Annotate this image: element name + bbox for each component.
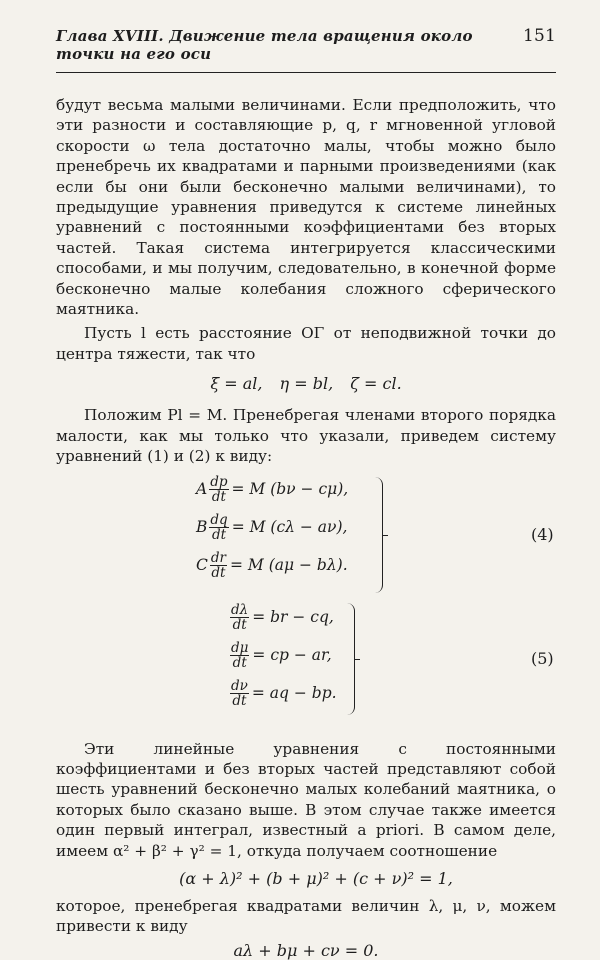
formula-identity: (α + λ)² + (b + μ)² + (c + ν)² = 1, <box>179 868 453 888</box>
page-number: 151 <box>522 26 556 46</box>
paragraph-5: которое, пренебрегая квадратами величин λ, μ, ν, можем привести к виду <box>56 896 556 936</box>
equation-number-5: (5) <box>531 648 554 668</box>
equation-5-2: $\frac{d\mu}{dt}$ = cp − ar, <box>231 639 332 671</box>
paragraph-3: Положим Pl = M. Пренебрегая членами второго порядка малости, как мы только что указали, приведем систему уравнений (1) и (2) к виду: <box>56 406 556 466</box>
running-header <box>56 26 556 63</box>
equation-5-1: $\frac{d\lambda}{dt}$ = br − cq, <box>231 601 334 633</box>
equation-number-4: (4) <box>531 524 554 544</box>
paragraph-2: Пусть l есть расстояние OΓ от неподвижной точки до центра тяжести, так что <box>56 324 556 363</box>
equation-system-5 <box>56 603 556 723</box>
equation-5-3: $\frac{d\nu}{dt}$ = aq − bp. <box>231 677 337 709</box>
paragraph-4: Эти линейные уравнения с постоянными коэффициентами и без вторых частей представляют собой шесть уравнений бесконечно малых колебаний маятника, о которых было сказано выше. В этом случае также имеется один первый интеграл, известный a priori. В самом деле, имеем α² + β² + γ² = 1, откуда получаем соотношение <box>56 739 556 860</box>
equation-4-1: A $\frac{dp}{dt}$ = M (bν − cμ), <box>196 473 349 505</box>
equation-4-3: C $\frac{dr}{dt}$ = M (aμ − bλ). <box>196 549 348 581</box>
formula-zeta: ζ = cl. <box>350 374 402 394</box>
formula-linear-relation: aλ + bμ + cν = 0. <box>233 940 379 960</box>
brace-4-tip <box>382 535 388 536</box>
chapter-title: Глава XVIII. Движение тела вращения около точки на его оси <box>56 27 473 63</box>
header-rule <box>56 72 556 73</box>
formula-coordinates <box>56 374 556 393</box>
paragraph-1: будут весьма малыми величинами. Если предположить, что эти разности и составляющие p, q, r мгновенной угловой скорости ω тела достаточно малы, чтобы можно было пренебречь их квадратами и парными произведениями (как если бы они были бесконечно малыми величинами), то предыдущие уравнения приведутся к системе линейных уравнений с постоянными коэффициентами без вторых частей. Такая система интегрируется классическими способами, и мы получим, следовательно, в конечной форме бесконечно малые колебания сложного сферического маятника. <box>56 96 556 319</box>
page <box>56 26 556 960</box>
equation-system-4 <box>56 473 556 603</box>
formula-eta: η = bl, <box>279 374 334 394</box>
brace-5-tip <box>354 659 360 660</box>
equation-4-2: B $\frac{dq}{dt}$ = M (cλ − aν), <box>196 511 348 543</box>
formula-xi: ξ = al, <box>210 374 263 394</box>
